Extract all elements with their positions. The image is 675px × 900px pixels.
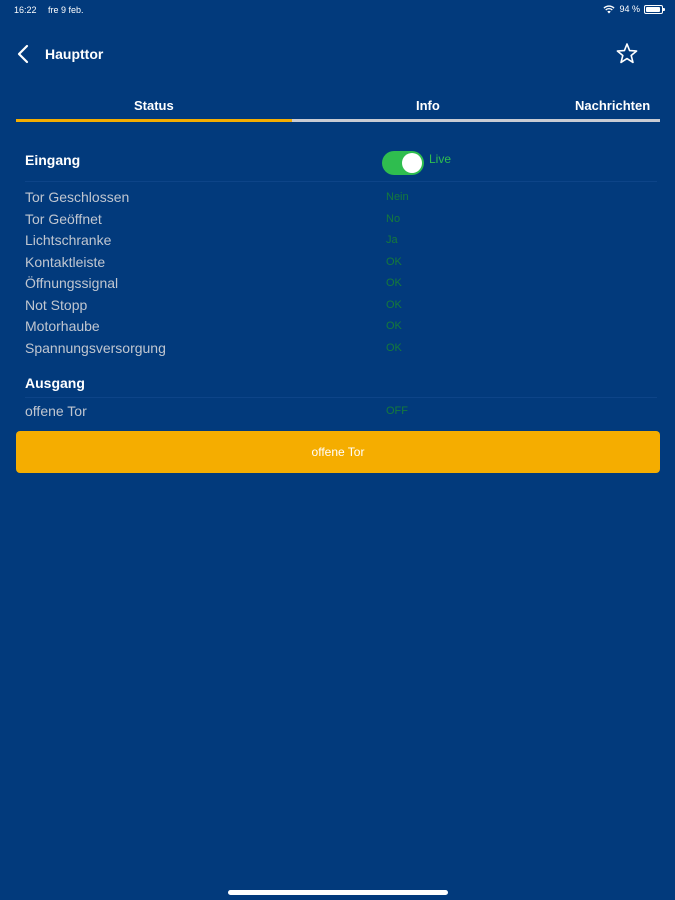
- status-row: [0, 403, 675, 424]
- row-label: Lichtschranke: [25, 232, 112, 248]
- status-right: [603, 4, 663, 14]
- ausgang-title: Ausgang: [25, 375, 85, 391]
- row-label: Motorhaube: [25, 318, 100, 334]
- row-value: Ja: [386, 234, 398, 246]
- row-value: OK: [386, 342, 402, 354]
- row-value: OFF: [386, 405, 408, 417]
- page-title: Haupttor: [45, 46, 104, 62]
- divider: [25, 181, 657, 182]
- status-bar: [0, 0, 675, 22]
- row-value: OK: [386, 277, 402, 289]
- status-date: fre 9 feb.: [48, 5, 84, 15]
- status-row: [0, 275, 675, 296]
- battery-percent: 94 %: [619, 4, 640, 14]
- status-time: 16:22: [14, 5, 37, 15]
- chevron-left-icon[interactable]: [14, 42, 34, 66]
- row-label: Tor Geöffnet: [25, 211, 102, 227]
- status-row: [0, 232, 675, 253]
- tab-status[interactable]: Status: [134, 98, 174, 113]
- row-value: OK: [386, 299, 402, 311]
- live-toggle[interactable]: [382, 151, 424, 175]
- row-label: offene Tor: [25, 403, 87, 419]
- status-row: [0, 189, 675, 210]
- tab-bar: [16, 96, 660, 124]
- wifi-icon: [603, 5, 615, 14]
- open-gate-button[interactable]: offene Tor: [16, 431, 660, 473]
- status-row: [0, 254, 675, 275]
- row-value: OK: [386, 320, 402, 332]
- tab-nachrichten[interactable]: Nachrichten: [575, 98, 651, 113]
- status-row: [0, 211, 675, 232]
- row-label: Not Stopp: [25, 297, 88, 313]
- row-value: OK: [386, 256, 402, 268]
- eingang-title: Eingang: [25, 152, 81, 168]
- home-indicator: [228, 890, 448, 895]
- live-label: Live: [429, 152, 452, 166]
- tab-active-indicator: [16, 119, 292, 122]
- battery-icon: [644, 5, 663, 14]
- star-icon[interactable]: [614, 41, 640, 67]
- nav-header: [0, 36, 675, 72]
- divider: [25, 397, 657, 398]
- tab-info[interactable]: Info: [416, 98, 440, 113]
- row-value: No: [386, 213, 401, 225]
- row-label: Kontaktleiste: [25, 254, 106, 270]
- row-label: Öffnungssignal: [25, 275, 119, 291]
- status-row: [0, 340, 675, 361]
- row-value: Nein: [386, 191, 409, 203]
- row-label: Tor Geschlossen: [25, 189, 130, 205]
- row-label: Spannungsversorgung: [25, 340, 166, 356]
- status-row: [0, 318, 675, 339]
- status-row: [0, 297, 675, 318]
- toggle-knob: [402, 153, 422, 173]
